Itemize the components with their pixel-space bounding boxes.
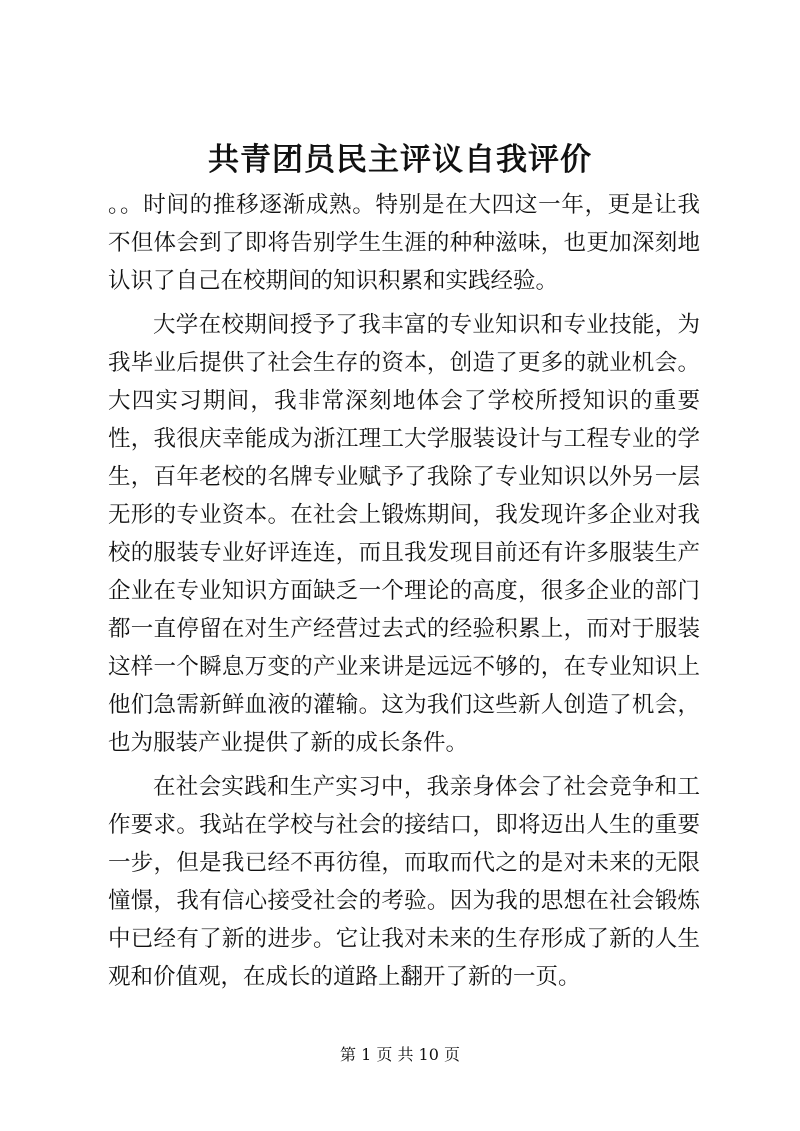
- document-title: 共青团员民主评议自我评价: [208, 142, 592, 178]
- paragraph-1: 。。时间的推移逐渐成熟。特别是在大四这一年，更是让我不但体会到了即将告别学生生涯的种种滋味，也更加深刻地认识了自己在校期间的知识积累和实践经验。: [108, 192, 700, 294]
- paragraph-3: 在社会实践和生产实习中，我亲身体会了社会竞争和工作要求。我站在学校与社会的接结口，即将迈出人生的重要一步，但是我已经不再彷徨，而取而代之的是对未来的无限憧憬，我有信心接受社会的考验。因为我的思想在社会锻炼中已经有了新的进步。它让我对未来的生存形成了新的人生观和价值观，在成长的道路上翻开了新的一页。: [108, 774, 700, 990]
- page-number-footer: 第 1 页 共 10 页: [340, 1045, 460, 1064]
- document-body: [108, 186, 700, 996]
- paragraph-2: 大学在校期间授予了我丰富的专业知识和专业技能，为我毕业后提供了社会生存的资本，创造了更多的就业机会。大四实习期间，我非常深刻地体会了学校所授知识的重要性，我很庆幸能成为浙江理工大学服装设计与工程专业的学生，百年老校的名牌专业赋予了我除了专业知识以外另一层无形的专业资本。在社会上锻炼期间，我发现许多企业对我校的服装专业好评连连，而且我发现目前还有许多服装生产企业在专业知识方面缺乏一个理论的高度，很多企业的部门都一直停留在对生产经营过去式的经验积累上，而对于服装这样一个瞬息万变的产业来讲是远远不够的，在专业知识上他们急需新鲜血液的灌输。这为我们这些新人创造了机会，也为服装产业提供了新的成长条件。: [108, 312, 700, 756]
